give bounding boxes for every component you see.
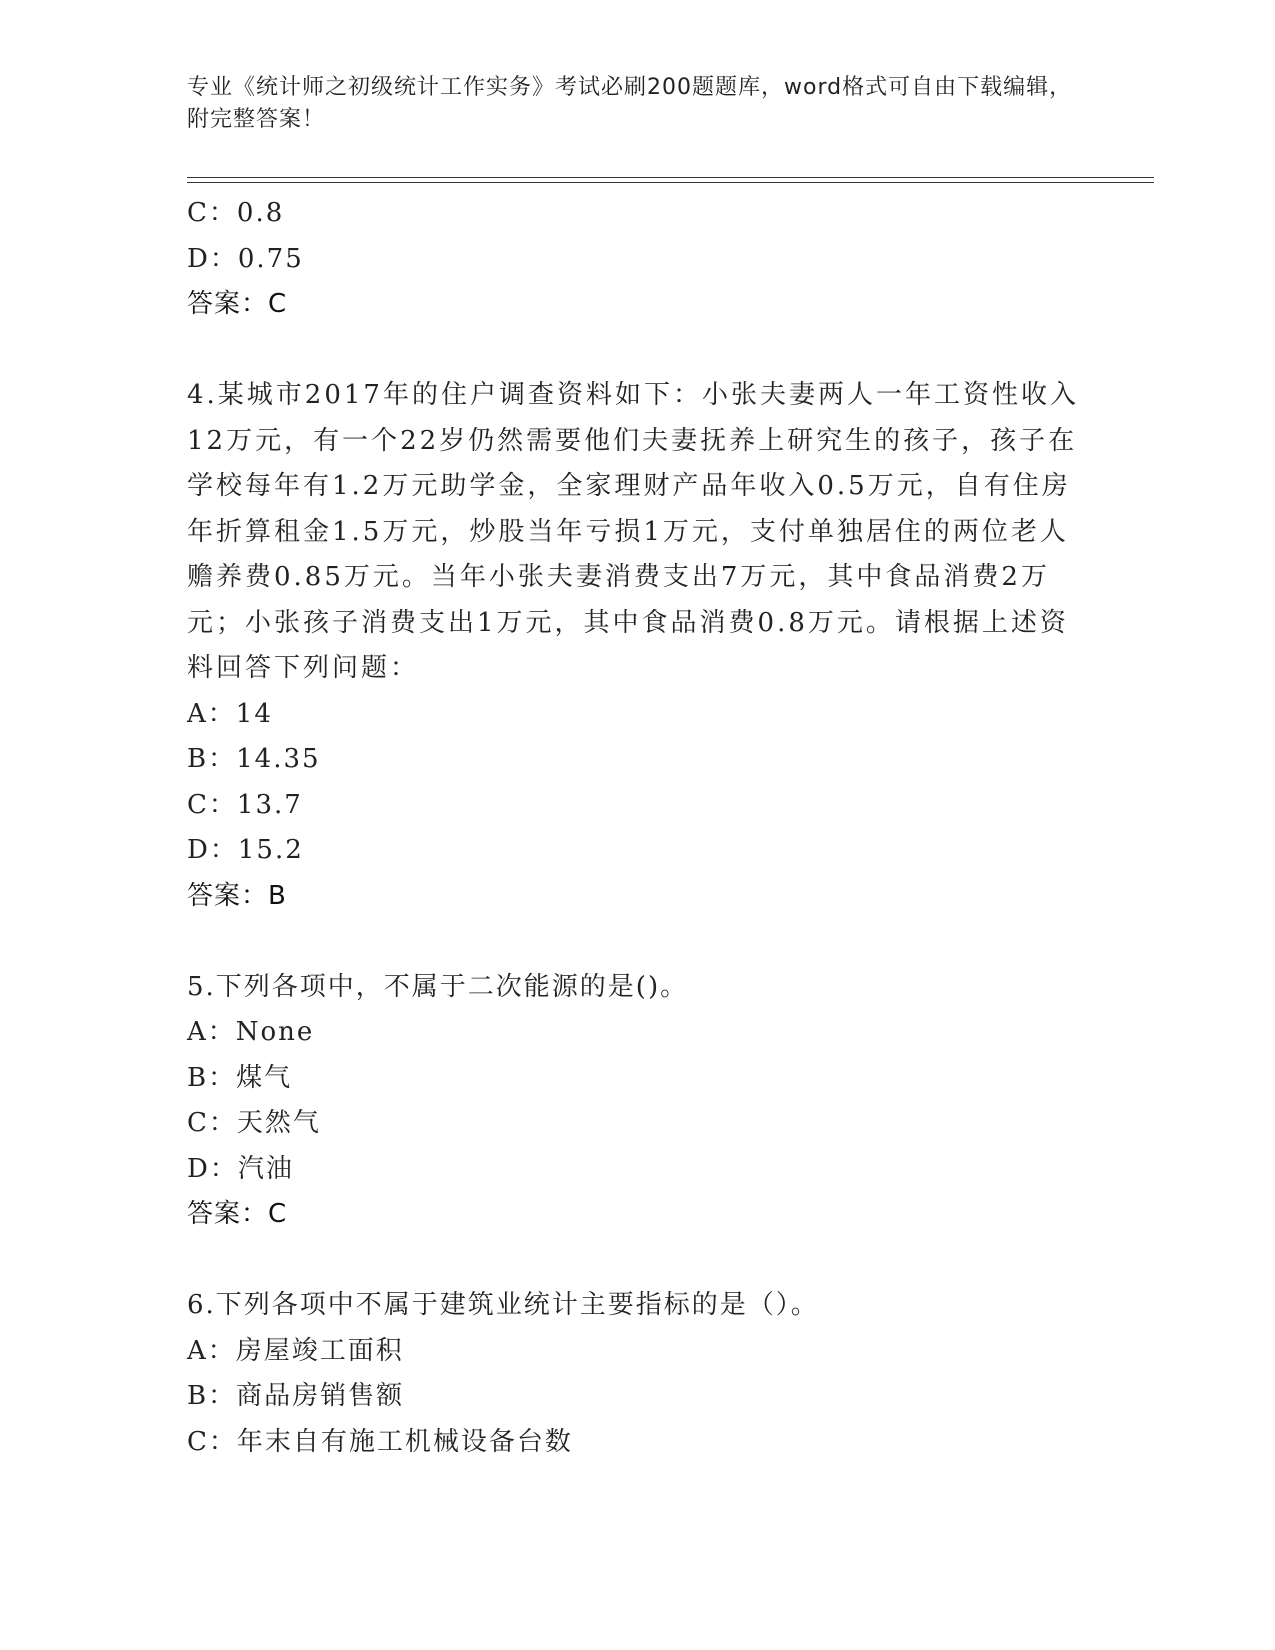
- option-b: B：煤气: [187, 1062, 293, 1093]
- option-a: A：None: [187, 1017, 315, 1047]
- option-c: C：13.7: [187, 789, 303, 820]
- option-d: D：汽油: [187, 1153, 294, 1184]
- option-d: D：0.75: [187, 243, 304, 274]
- option-b: B：商品房销售额: [187, 1381, 405, 1411]
- option-c: C：0.8: [187, 198, 285, 228]
- option-a: A：房屋竣工面积: [187, 1335, 404, 1366]
- answer-line: 答案：C: [187, 1199, 288, 1229]
- header-divider-bottom: [187, 182, 1154, 183]
- question-6: [187, 1283, 1087, 1465]
- header-divider-top: [187, 177, 1154, 178]
- option-b: B：14.35: [187, 744, 321, 774]
- option-a: A：14: [187, 698, 273, 729]
- question-stem: 4.某城市2017年的住户调查资料如下：小张夫妻两人一年工资性收入12万元，有一个22岁仍然需要他们夫妻抚养上研究生的孩子，孩子在学校每年有1.2万元助学金，全家理财产品年收入0.5万元，自有住房年折算租金1.5万元，炒股当年亏损1万元，支付单独居住的两位老人赡养费0.85万元。当年小张夫妻消费支出7万元，其中食品消费2万元；小张孩子消费支出1万元，其中食品消费0.8万元。请根据上述资料回答下列问题：: [187, 380, 1079, 683]
- spacer: [187, 328, 1087, 374]
- question-stem: 6.下列各项中不属于建筑业统计主要指标的是（）。: [187, 1290, 819, 1320]
- question-3-tail: [187, 191, 1087, 328]
- spacer: [187, 1238, 1087, 1284]
- question-stem: 5.下列各项中，不属于二次能源的是()。: [187, 971, 689, 1002]
- question-content: [187, 191, 1087, 1465]
- answer-line: 答案：B: [187, 880, 287, 911]
- option-c: C：天然气: [187, 1108, 321, 1138]
- option-c: C：年末自有施工机械设备台数: [187, 1426, 573, 1457]
- question-5: [187, 965, 1087, 1238]
- spacer: [187, 919, 1087, 965]
- option-d: D：15.2: [187, 835, 304, 865]
- question-4: [187, 373, 1087, 919]
- page-header-title: 专业《统计师之初级统计工作实务》考试必刷200题题库，word格式可自由下载编辑，附完整答案！: [187, 75, 1073, 132]
- answer-line: 答案：C: [187, 289, 288, 319]
